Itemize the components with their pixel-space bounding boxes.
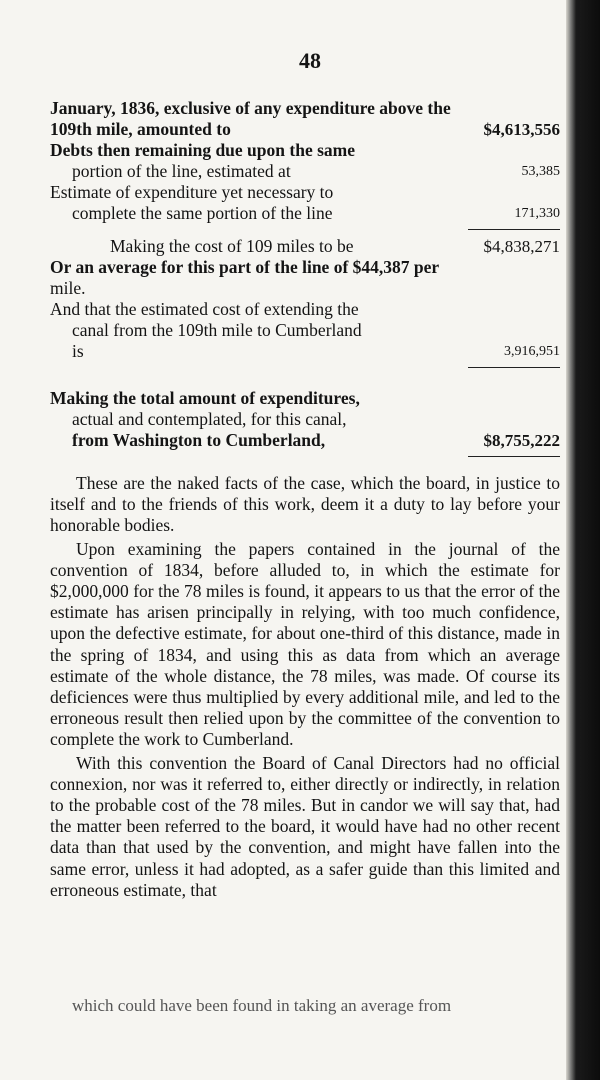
sum-rule xyxy=(50,224,560,236)
ledger-amount: $8,755,222 xyxy=(483,431,560,450)
ledger-line: Making the cost of 109 miles to be $4,838,271 xyxy=(110,236,560,256)
ledger-line: is 3,916,951 xyxy=(72,341,560,361)
ledger-line: January, 1836, exclusive of any expenditure above the xyxy=(50,98,451,118)
book-binding-edge xyxy=(566,0,600,1080)
ledger-amount: 171,330 xyxy=(514,206,560,221)
ledger-amount: $4,613,556 xyxy=(483,120,560,139)
body-paragraph: These are the naked facts of the case, which the board, in justice to itself and to the friends of this work, deem it a duty to lay before your honorable bodies. xyxy=(50,473,560,536)
ledger-line: actual and contemplated, for this canal, xyxy=(72,409,347,429)
ledger-line: Or an average for this part of the line of $44,387 per xyxy=(50,257,440,277)
ledger-amount: 53,385 xyxy=(521,164,560,179)
ledger-line: canal from the 109th mile to Cumberland xyxy=(72,320,362,340)
sum-rule xyxy=(50,451,560,463)
ledger-line: 109th mile, amounted to $4,613,556 xyxy=(50,119,560,139)
ledger-amount: $4,838,271 xyxy=(483,237,560,256)
ledger-line: Making the total amount of expenditures, xyxy=(50,388,360,408)
ledger-line: from Washington to Cumberland, $8,755,222 xyxy=(72,430,560,450)
sum-rule xyxy=(50,362,560,374)
ledger-line: portion of the line, estimated at 53,385 xyxy=(72,161,560,181)
cut-off-line: which could have been found in taking an average from xyxy=(72,996,452,1015)
page-number: 48 xyxy=(299,48,321,73)
ledger-amount: 3,916,951 xyxy=(504,344,560,359)
body-paragraph: Upon examining the papers contained in the journal of the convention of 1834, before alluded to, in which the estimate for $2,000,000 for the 78 miles is found, it appears to us that the error of the estimate has arisen principally in relying, with too much confidence, upon the defective estimate, for about one-third of this distance, made in the spring of 1834, and using this as data from which an average estimate of the whole distance, the 78 miles, was made. Of course its deficiences were thus multiplied by every additional mile, and led to the erroneous result then relied upon by the committee of the convention to complete the work to Cumberland. xyxy=(50,538,560,750)
ledger-line: mile. xyxy=(50,278,86,298)
ledger-line: Debts then remaining due upon the same xyxy=(50,140,355,160)
body-paragraph: With this convention the Board of Canal Directors had no official connexion, nor was it referred to, either directly or indirectly, in relation to the probable cost of the 78 miles. But in candor we will say that, had the matter been referred to the board, it would have had no other recent data than that used by the convention, and might have fallen into the same error, unless it had adopted, as a safer guide than this limited and erroneous estimate, that xyxy=(50,752,560,900)
ledger-line: complete the same portion of the line 171,330 xyxy=(72,203,560,223)
ledger-line: Estimate of expenditure yet necessary to xyxy=(50,182,334,202)
ledger-line: And that the estimated cost of extending the xyxy=(50,299,359,319)
page-body xyxy=(50,98,560,901)
